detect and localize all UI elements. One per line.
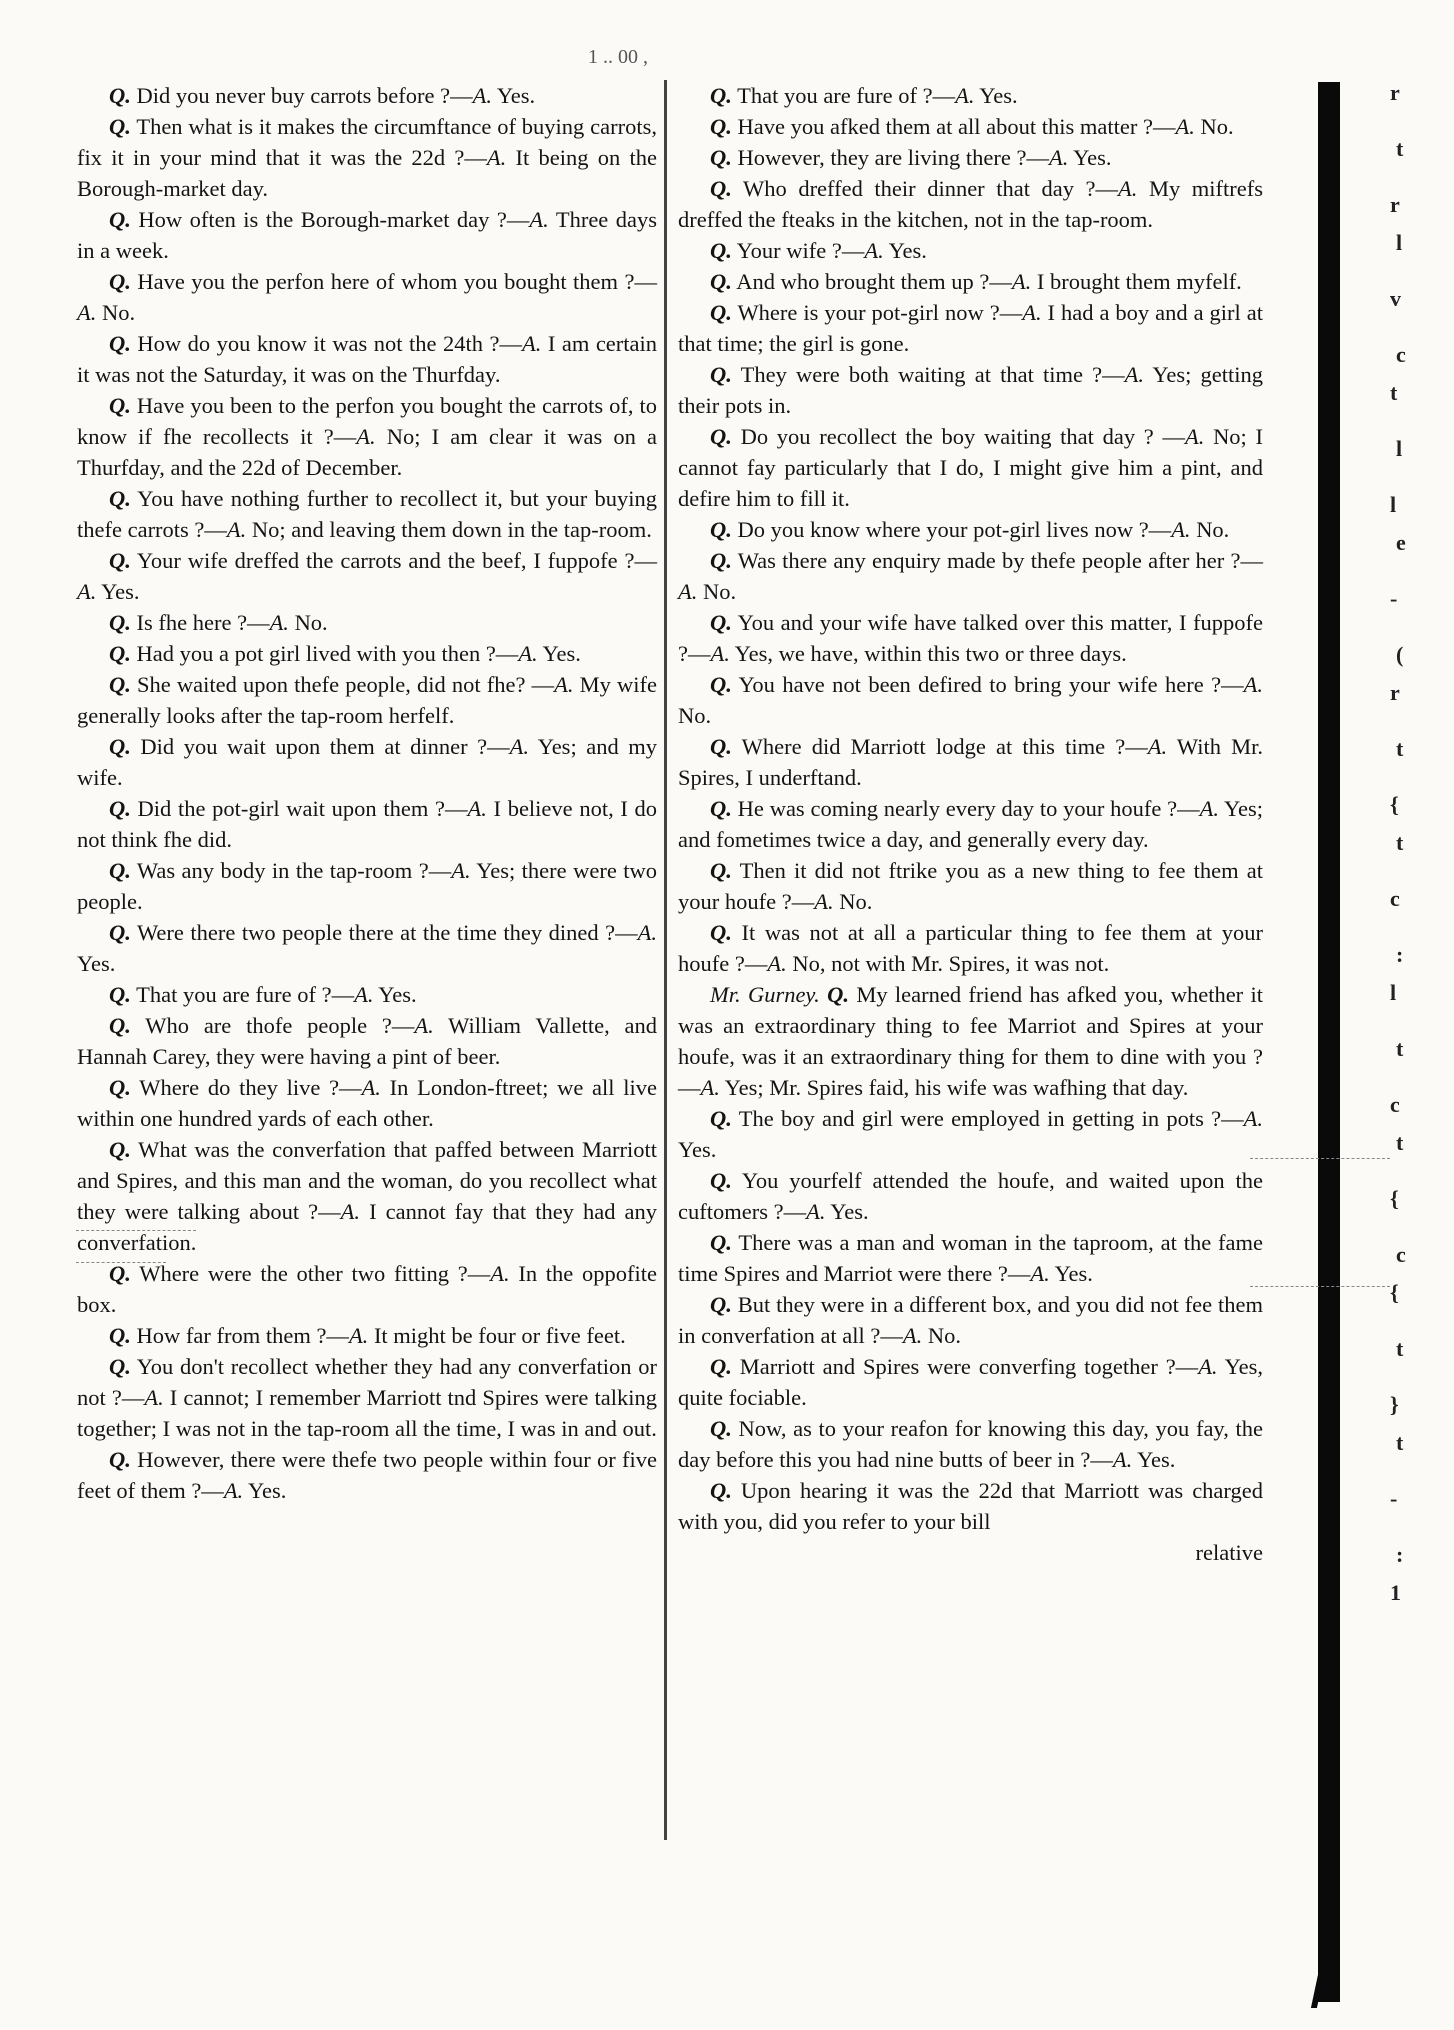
answer-marker: A. [710,641,730,666]
qa-paragraph [77,855,657,917]
question-marker: Q. [710,176,732,201]
question-marker: Q. [710,1416,732,1441]
question-text: How often is the Borough-market day ?— [138,207,530,232]
question-text: Where is your pot-girl now ?— [737,300,1023,325]
qa-paragraph [77,607,657,638]
answer-text: Yes. [247,1478,287,1503]
qa-paragraph [77,1258,657,1320]
answer-text: Yes. [378,982,417,1007]
qa-paragraph [678,1289,1263,1351]
answer-text: My wife generally looks after the tap-room herfelf. [77,672,657,728]
edge-letter: { [1390,1280,1399,1305]
question-marker: Q. [109,1447,131,1472]
question-text: Then what is it makes the circumftance of buying carrots, fix it in your mind that it was the 22d ?— [77,114,658,170]
edge-letter: - [1390,1486,1398,1511]
answer-text: I had a boy and a girl at that time; the girl is gone. [678,300,1263,356]
page-number-mark: 1 .. 00 , [588,46,648,68]
answer-marker: A. [356,424,376,449]
question-text: Did you wait upon them at dinner ?— [140,734,510,759]
answer-marker: A. [226,517,247,542]
edge-letter: - [1390,586,1398,611]
answer-marker: A. [1198,1354,1218,1379]
answer-text: It might be four or five feet. [373,1323,626,1348]
question-marker: Q. [109,1137,131,1162]
edge-letter: l [1390,980,1397,1005]
question-text: Have you afked them at all about this matter ?— [737,114,1176,139]
answer-text: Yes; and fometimes twice a day, and generally every day. [678,796,1263,852]
answer-text: Yes; Mr. Spires faid, his wife was wafhing that day. [724,1075,1189,1100]
answer-marker: A. [490,1261,510,1286]
qa-paragraph [678,1475,1263,1537]
edge-letter: r [1390,80,1400,105]
question-marker: Q. [710,238,732,263]
question-text: Your wife dreffed the carrots and the beef, I fuppofe ?— [136,548,657,573]
edge-letter: t [1396,1130,1404,1155]
question-marker: Q. [109,796,131,821]
answer-text: Yes, we have, within this two or three days. [734,641,1127,666]
answer-marker: A. [340,1199,360,1224]
answer-marker: A. [1124,362,1145,387]
question-marker: Q. [109,486,131,511]
answer-text: No; I cannot fay particularly that I do, I might give him a pint, and defire him to fill it. [678,424,1264,511]
answer-text: No. [927,1323,962,1348]
edge-letter: t [1396,830,1404,855]
question-text: It was not at all a particular thing to fee them at your houfe ?— [678,920,1264,976]
question-text: That you are fure of ?— [737,83,956,108]
question-marker: Q. [109,734,131,759]
question-marker: Q. [109,114,131,139]
question-text: Did the pot-girl wait upon them ?— [137,796,468,821]
question-marker: Q. [710,734,732,759]
answer-text: Yes. [496,83,536,108]
answer-text: Yes. [1054,1261,1093,1286]
column-divider [664,80,667,1840]
question-marker: Q. [109,610,131,635]
qa-paragraph [77,669,657,731]
answer-marker: A. [414,1013,434,1038]
question-text: However, there were thefe two people within four or five feet of them ?— [77,1447,658,1503]
edge-letter: } [1390,1392,1399,1417]
qa-paragraph [678,979,1263,1103]
qa-paragraph [678,1413,1263,1475]
answer-marker: A. [637,920,657,945]
qa-paragraph [77,390,657,483]
answer-marker: A. [1175,114,1195,139]
question-marker: Q. [109,982,131,1007]
qa-paragraph [678,1351,1263,1413]
answer-text: William Vallette, and Hannah Carey, they were having a pint of beer. [77,1013,658,1069]
answer-text: I brought them myfelf. [1036,269,1242,294]
question-text: How do you know it was not the 24th ?— [137,331,522,356]
question-marker: Q. [710,610,732,635]
answer-text: It being on the Borough-market day. [77,145,657,201]
question-marker: Q. [710,114,732,139]
question-text: The boy and girl were employed in getting in pots ?— [738,1106,1244,1131]
question-marker: Q. [109,858,131,883]
gutter-shadow-bar [1318,82,1340,2002]
answer-marker: A. [269,610,289,635]
question-marker: Q. [109,1013,131,1038]
question-marker: Q. [827,982,849,1007]
speaker-name: Mr. Gurney. [710,982,820,1007]
answer-marker: A. [1118,176,1138,201]
qa-paragraph [77,111,657,204]
edge-letter: t [1390,380,1398,405]
answer-text: No, not with Mr. Spires, it was not. [792,951,1110,976]
answer-marker: A. [1147,734,1168,759]
edge-letter: t [1396,1036,1404,1061]
answer-marker: A. [1184,424,1205,449]
question-marker: Q. [710,920,732,945]
qa-paragraph [678,173,1263,235]
question-text: Then it did not ftrike you as a new thing to fee them at your houfe ?— [678,858,1263,914]
question-marker: Q. [109,1261,131,1286]
edge-letter: 1 [1390,1580,1401,1605]
question-marker: Q. [710,424,732,449]
question-text: Upon hearing it was the 22d that Marriott was charged with you, did you refer to your bill [678,1478,1263,1534]
question-text: There was a man and woman in the taproom, at the fame time Spires and Marriot were there ?— [678,1230,1264,1286]
qa-paragraph [678,855,1263,917]
qa-paragraph [77,545,657,607]
answer-marker: A. [554,672,574,697]
qa-paragraph [77,266,657,328]
facing-page-edge [1390,80,1454,1780]
question-marker: Q. [109,641,131,666]
edge-letter: r [1390,680,1400,705]
answer-text: Yes; and my wife. [77,734,658,790]
question-marker: Q. [109,920,131,945]
answer-text: No. [839,889,873,914]
qa-paragraph [77,1351,657,1444]
edge-letter: : [1396,1542,1404,1567]
question-text: And who brought them up ?— [736,269,1012,294]
answer-text: Yes. [542,641,581,666]
edge-letter: : [1396,942,1404,967]
answer-marker: A. [700,1075,720,1100]
question-marker: Q. [109,393,131,418]
answer-marker: A. [1243,1106,1264,1131]
answer-marker: A. [806,1199,826,1224]
question-text: That you are fure of ?— [136,982,355,1007]
edge-letter: ( [1396,642,1404,667]
qa-paragraph [77,1010,657,1072]
answer-marker: A. [361,1075,381,1100]
question-text: Marriott and Spires were converfing together ?— [739,1354,1199,1379]
edge-letter: t [1396,736,1404,761]
answer-marker: A. [223,1478,244,1503]
question-text: Where were the other two fitting ?— [139,1261,491,1286]
edge-letter: e [1396,530,1406,555]
answer-text: No; and leaving them down in the tap-room. [251,517,652,542]
question-marker: Q. [710,83,732,108]
answer-marker: A. [77,300,97,325]
question-marker: Q. [710,796,732,821]
edge-letter: { [1390,792,1399,817]
answer-marker: A. [1011,269,1032,294]
answer-text: Yes. [1137,1447,1176,1472]
qa-paragraph [77,1320,657,1351]
answer-marker: A. [1022,300,1042,325]
edge-letter: c [1396,342,1406,367]
question-marker: Q. [109,1075,131,1100]
answer-marker: A. [1243,672,1263,697]
qa-paragraph [678,545,1263,607]
answer-marker: A. [509,734,529,759]
answer-marker: A. [77,579,97,604]
answer-text: I am certain it was not the Saturday, it was on the Thurfday. [77,331,658,387]
question-text: She waited upon thefe people, did not fhe? — [137,672,555,697]
answer-text: Yes; there were two people. [77,858,657,914]
question-marker: Q. [710,145,732,170]
question-text: Now, as to your reafon for knowing this day, you fay, the day before this you had nine butts of beer in ?— [678,1416,1263,1472]
answer-marker: A. [767,951,787,976]
question-marker: Q. [109,331,131,356]
answer-marker: A. [451,858,471,883]
answer-marker: A. [144,1385,164,1410]
qa-paragraph [678,80,1263,111]
question-marker: Q. [710,1106,732,1131]
question-marker: Q. [710,300,732,325]
edge-letter: t [1396,136,1404,161]
question-marker: Q. [109,1323,131,1348]
answer-marker: A. [521,331,542,356]
qa-paragraph [678,1103,1263,1165]
answer-marker: A. [348,1323,369,1348]
qa-paragraph [77,638,657,669]
answer-text: With Mr. Spires, I underftand. [678,734,1263,790]
answer-text: I believe not, I do not think fhe did. [77,796,658,852]
answer-marker: A. [955,83,975,108]
question-text: Was any body in the tap-room ?— [136,858,452,883]
qa-paragraph [77,483,657,545]
answer-text: No. [102,300,136,325]
answer-text: No. [703,579,737,604]
answer-marker: A. [864,238,884,263]
question-marker: Q. [710,858,732,883]
edge-letter: l [1396,230,1403,255]
answer-text: Yes, quite fociable. [678,1354,1263,1410]
edge-letter: l [1396,436,1403,461]
underline-mark [1250,1286,1390,1288]
qa-paragraph [678,669,1263,731]
question-marker: Q. [710,1292,732,1317]
edge-letter: { [1390,1186,1399,1211]
question-text: Who are thofe people ?— [145,1013,415,1038]
answer-marker: A. [1030,1261,1050,1286]
question-text: You have not been defired to bring your wife here ?— [738,672,1244,697]
qa-paragraph [678,731,1263,793]
qa-paragraph [77,917,657,979]
answer-marker: A. [529,207,549,232]
question-text: Do you know where your pot-girl lives now ?— [737,517,1172,542]
qa-paragraph [77,204,657,266]
answer-text: Yes. [830,1199,869,1224]
catchword: relative [1195,1540,1263,1565]
question-text: How far from them ?— [136,1323,349,1348]
question-text: What was the converfation that paffed between Marriott and Spires, and this man and the woman, do you recollect what they were talking about ?— [77,1137,658,1224]
answer-text: Yes. [678,1137,717,1162]
edge-letter: v [1390,286,1401,311]
edge-letter: l [1390,492,1397,517]
answer-text: Three days in a week. [77,207,658,263]
qa-paragraph [77,979,657,1010]
question-text: Is fhe here ?— [136,610,270,635]
answer-text: I cannot; I remember Marriott tnd Spires were talking together; I was not in the tap-room all the time, I was in and out. [77,1385,657,1441]
question-text: Did you never buy carrots before ?— [136,83,473,108]
answer-text: Yes. [979,83,1018,108]
left-column [77,80,657,1506]
qa-paragraph [77,80,657,111]
question-marker: Q. [710,517,732,542]
question-text: Were there two people there at the time they dined ?— [136,920,638,945]
question-text: Where do they live ?— [139,1075,362,1100]
qa-paragraph [77,1134,657,1258]
question-marker: Q. [710,1230,732,1255]
question-marker: Q. [710,548,732,573]
question-text: You have nothing further to recollect it, but your buying thefe carrots ?— [77,486,657,542]
answer-text: No. [294,610,328,635]
qa-paragraph [678,297,1263,359]
answer-text: In the oppofite box. [77,1261,658,1317]
right-column [678,80,1263,1568]
question-text: Do you recollect the boy waiting that day ? — [740,424,1185,449]
answer-marker: A. [678,579,698,604]
question-marker: Q. [109,83,131,108]
edge-letter: t [1396,1336,1404,1361]
underline-mark [1250,1158,1390,1160]
question-marker: Q. [710,362,732,387]
answer-marker: A. [518,641,538,666]
question-marker: Q. [710,1478,732,1503]
question-text: Was there any enquiry made by thefe people after her ?— [737,548,1263,573]
qa-paragraph [77,1444,657,1506]
edge-letter: r [1390,192,1400,217]
question-text: Who dreffed their dinner that day ?— [743,176,1119,201]
qa-paragraph [678,793,1263,855]
answer-text: I cannot fay that they had any converfation. [77,1199,658,1255]
answer-marker: A. [467,796,487,821]
qa-paragraph [678,1227,1263,1289]
qa-paragraph [678,266,1263,297]
qa-paragraph [77,793,657,855]
answer-text: No. [678,703,712,728]
question-text: You and your wife have talked over this matter, I fuppofe ?— [678,610,1263,666]
question-text: You don't recollect whether they had any converfation or not ?— [77,1354,657,1410]
qa-paragraph [77,731,657,793]
answer-text: Yes. [1073,145,1112,170]
answer-text: Yes; getting their pots in. [678,362,1264,418]
answer-text: Yes. [101,579,140,604]
question-marker: Q. [109,207,131,232]
qa-paragraph [678,514,1263,545]
question-text: They were both waiting at that time ?— [740,362,1125,387]
answer-marker: A. [486,145,507,170]
answer-text: Yes. [77,951,116,976]
question-text: He was coming nearly every day to your houfe ?— [737,796,1200,821]
answer-text: No; I am clear it was on a Thurfday, and the 22d of December. [77,424,657,480]
answer-marker: A. [814,889,834,914]
qa-paragraph [77,328,657,390]
question-text: However, they are living there ?— [737,145,1049,170]
question-marker: Q. [710,672,732,697]
underline-mark [76,1262,166,1264]
question-text: But they were in a different box, and you did not fee them in converfation at all ?— [678,1292,1263,1348]
question-text: Where did Marriott lodge at this time ?— [741,734,1148,759]
edge-letter: c [1390,1092,1400,1117]
question-marker: Q. [109,548,131,573]
question-text: Had you a pot girl lived with you then ?— [136,641,519,666]
question-marker: Q. [710,269,732,294]
qa-paragraph [678,359,1263,421]
answer-marker: A. [1048,145,1069,170]
answer-text: My miftrefs dreffed the fteaks in the kitchen, not in the tap-room. [678,176,1264,232]
qa-paragraph [678,235,1263,266]
question-text: You yourfelf attended the houfe, and waited upon the cuftomers ?— [678,1168,1263,1224]
edge-letter: t [1396,1430,1404,1455]
underline-mark [76,1230,196,1232]
edge-letter: c [1390,886,1400,911]
question-marker: Q. [710,1168,732,1193]
qa-paragraph [678,607,1263,669]
question-marker: Q. [109,672,131,697]
question-marker: Q. [109,269,131,294]
answer-marker: A. [1199,796,1220,821]
qa-paragraph [77,1072,657,1134]
qa-paragraph [678,142,1263,173]
qa-paragraph [678,1165,1263,1227]
question-text: Have you been to the perfon you bought the carrots of, to know if fhe recollects it ?— [77,393,658,449]
qa-paragraph [678,421,1263,514]
answer-text: In London-ftreet; we all live within one hundred yards of each other. [77,1075,658,1131]
question-text: Have you the perfon here of whom you bought them ?— [137,269,657,294]
answer-marker: A. [354,982,374,1007]
answer-text: No. [1200,114,1234,139]
answer-text: Yes. [888,238,927,263]
answer-marker: A. [472,83,493,108]
question-marker: Q. [710,1354,732,1379]
answer-marker: A. [1112,1447,1133,1472]
qa-paragraph [678,111,1263,142]
answer-marker: A. [1171,517,1191,542]
answer-marker: A. [902,1323,923,1348]
edge-letter: c [1396,1242,1406,1267]
qa-paragraph [678,917,1263,979]
question-marker: Q. [109,1354,131,1379]
answer-text: No. [1196,517,1230,542]
question-text: Your wife ?— [736,238,865,263]
question-text: My learned friend has afked you, whether it was an extraordinary thing to fee Marriot and Spires at your houfe, was it an extraordinary thing for them to dine with you ?— [678,982,1263,1100]
